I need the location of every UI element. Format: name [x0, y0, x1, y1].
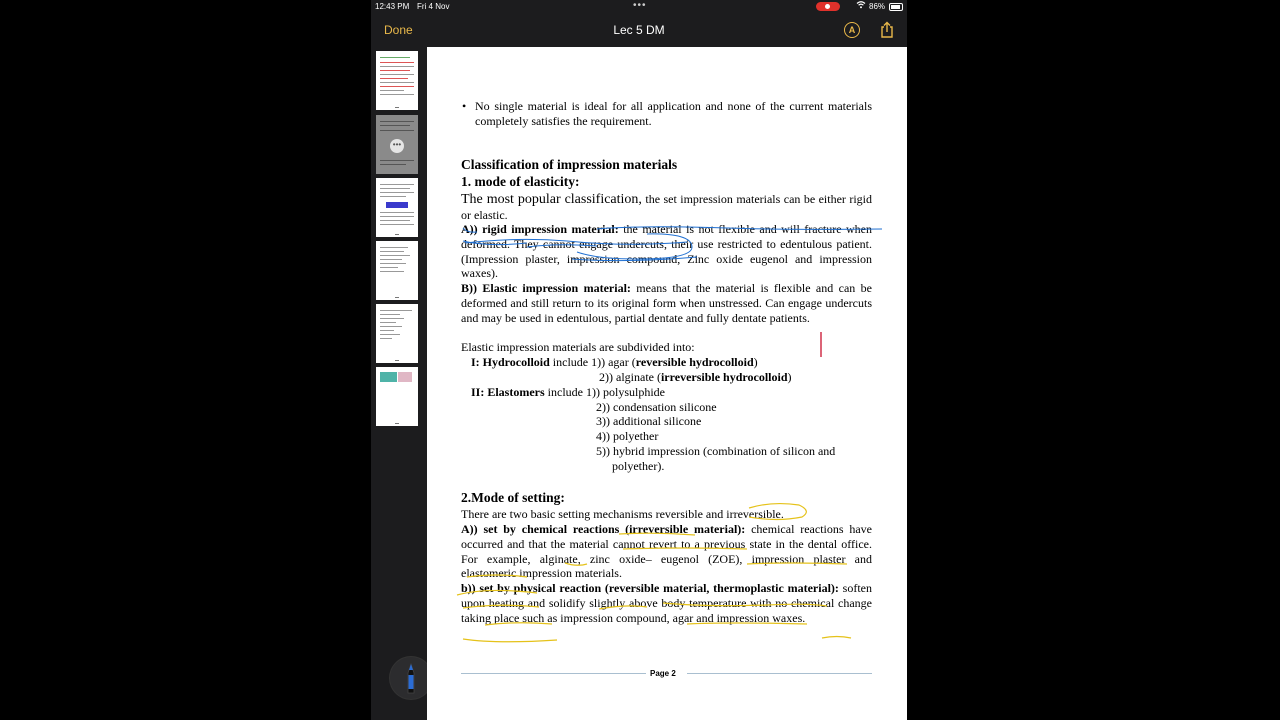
paragraph-intro: The most popular classification, the set impression materials can be either rigid or elastic.: [461, 192, 873, 222]
document-title: Lec 5 DM: [613, 23, 665, 37]
page-thumbnail[interactable]: [376, 51, 418, 110]
paragraph-physical: b)) set by physical reaction (reversible material, thermoplastic material): soften upon heating and solidify slightly above body temperature with no chemical change taking place such as impression compound, agar and impression waxes.: [461, 581, 872, 625]
subsection-title-elasticity: 1. mode of elasticity:: [461, 174, 580, 189]
list-item: 4)) polyether: [596, 429, 659, 443]
paragraph-chemical: A)) set by chemical reactions (irreversible material): chemical reactions have occurred and that the material cannot revert to a previous state in the dental office. For example, alginate, zinc oxide– eugenol (ZOE), impression plaster and elastomeric impression materials.: [461, 522, 872, 581]
pdf-viewer-app: [371, 0, 907, 720]
page-thumbnail[interactable]: [376, 241, 418, 300]
list-item: 5)) hybrid impression (combination of silicon and: [596, 444, 836, 458]
pencil-tool-button[interactable]: [390, 657, 432, 699]
more-options-icon[interactable]: •••: [390, 139, 404, 153]
list-item: polyether).: [612, 459, 665, 473]
ellipsis-icon[interactable]: •••: [633, 0, 647, 11]
list-elastomers: II: Elastomers include 1)) polysulphide: [471, 385, 665, 399]
markup-icon[interactable]: A: [844, 22, 860, 38]
share-icon[interactable]: [879, 21, 895, 39]
bullet-paragraph: • No single material is ideal for all application and none of the current materials completely satisfies the requirement.: [462, 99, 872, 128]
paragraph-elastic: B)) Elastic impression material: means that the material is flexible and can be deformed and still return to its original form when unstressed. Can engage undercuts and may be used in edentulous, partial dentate and fully dentate patients.: [461, 281, 872, 325]
list-item: 3)) additional silicone: [596, 414, 702, 428]
section-title: Classification of impression materials: [461, 157, 678, 172]
footer-divider: [461, 673, 646, 674]
page-thumbnail[interactable]: [376, 304, 418, 363]
list-item: 2)) alginate (irreversible hydrocolloid): [599, 370, 792, 384]
page-thumbnail-selected[interactable]: [376, 115, 418, 174]
battery-icon: [889, 3, 903, 11]
done-button[interactable]: Done: [384, 23, 413, 37]
list-item: 2)) condensation silicone: [596, 400, 717, 414]
page-thumbnail[interactable]: [376, 178, 418, 237]
bullet-icon: •: [462, 99, 467, 113]
wifi-icon: [856, 0, 866, 13]
toolbar: [371, 13, 907, 47]
paragraph-rigid: A)) rigid impression material: the material is not flexible and will fracture when deformed. They cannot engage undercuts, their use restricted to edentulous patient. (Impression plaster, impression compound, Zinc oxide eugenol and impression waxes).: [461, 222, 873, 281]
footer-divider: [687, 673, 872, 674]
page-number: Page 2: [650, 669, 676, 678]
status-time: 12:43 PM: [375, 2, 410, 11]
status-date: Fri 4 Nov: [417, 2, 450, 11]
subsection-title-setting: 2.Mode of setting:: [461, 490, 565, 505]
thumbnail-sidebar: [371, 47, 427, 720]
pencil-icon: [403, 663, 419, 695]
paragraph-subdivided: Elastic impression materials are subdivided into:: [461, 340, 695, 354]
list-hydrocolloid: I: Hydrocolloid include 1)) agar (reversible hydrocolloid): [471, 355, 758, 369]
battery-percent: 86%: [869, 2, 886, 11]
document-page[interactable]: [427, 47, 907, 720]
screen-recording-icon: [816, 2, 840, 11]
page-thumbnail[interactable]: [376, 367, 418, 426]
status-bar: [371, 0, 907, 13]
paragraph-setting-intro: There are two basic setting mechanisms reversible and irreversible.: [461, 507, 784, 521]
